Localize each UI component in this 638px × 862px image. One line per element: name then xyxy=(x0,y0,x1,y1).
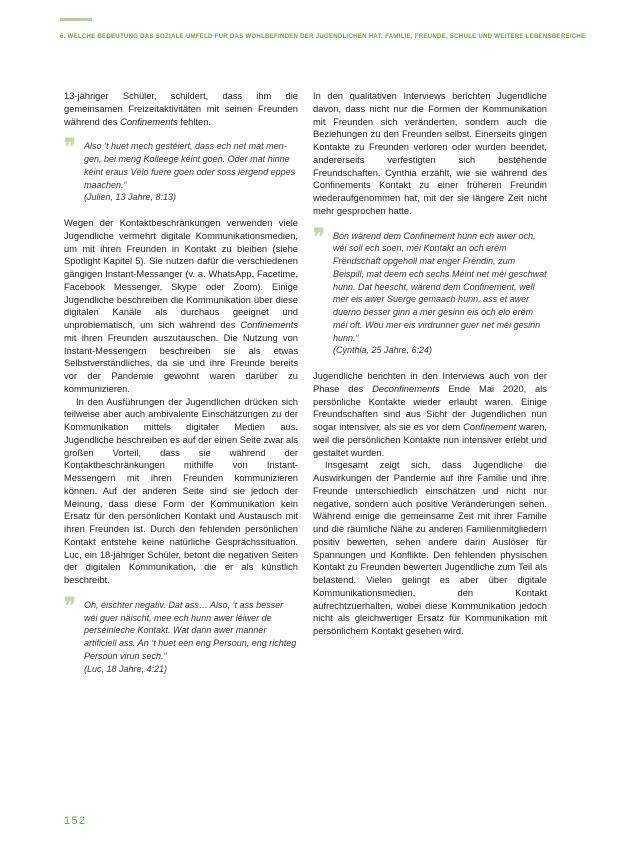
interview-quote xyxy=(64,134,298,204)
paragraph: Insgesamt zeigt sich, dass Jugendliche die Auswirkungen der Pandemie auf ihre Familie und ihre Freunde unterschiedlich einschätzen und nicht nur negative, sondern auch positive Veränderungen sehen. Während einige die gemeinsame Zeit mit ihrer Familie und die räumliche Nähe zu anderen Familienmitgliedern positiv bewerten, sehen andere darin Auslöser für Spannungen und Konflikte. Den fehlenden physischen Kontakt zu Freunden bewerten Jugendliche zum Teil als belastend. Vielen gelingt es aber über digitale Kommunikationsmedien, den Kontakt aufrechtzuerhalten, wobei diese Kommunikation jedoch nicht als gleichwertiger Ersatz für Kommunikation mit persönlichem Kontakt gesehen wird. xyxy=(313,460,547,636)
paragraph: Jugendliche berichten in den Interviews auch von der Phase des Deconfinements Ende Mai 2020, als persönliche Kontakte wieder erlaubt waren. Einige Freundschaften sind aus Sicht der Jugendlichen nun sogar intensiver, als sie es vor dem Confinement waren, weil die persönlichen Kontakte nun intensiver erlebt und gestaltet wurden. xyxy=(313,371,547,458)
quote-mark-icon: ❞ xyxy=(313,223,325,250)
interview-quote xyxy=(64,592,298,676)
paragraph: In den Ausführungen der Jugendlichen drücken sich teilweise aber auch ambivalente Einschätzungen zu der Kommunikation mittels digitaler Medien aus. Jugendliche beschreiben es auf der einen Seite zwar als großen Vorteil, dass sie während der Kontaktbeschränkungen mithilfe von Instant-Messengern mit ihren Freunden kommunizieren können. Auf der anderen Seite sind sie jedoch der Meinung, dass diese Form der Kommunikation kein Ersatz für den persönlichen Kontakt und Austausch mit ihren Freunden ist. Durch den fehlenden persönlichen Kontakt entstehe keine natürliche Gesprächssituation. Luc, ein 18-jähriger Schüler, betont die negativen Seiten der digitalen Kommunikation, die er als künstlich beschreibt. xyxy=(64,396,298,585)
paragraph: Wegen der Kontaktbeschränkungen verwenden viele Jugendliche vermehrt digitale Kommunikationsmedien, um mit ihren Freunden in Kontakt zu bleiben (siehe Spotlight Kapitel 5). Sie nutzen dafür die verschiedenen gängigen Instant-Messanger (v. a. WhatsApp, Facetime, Facebook Messenger, Skype oder Zoom). Einige Jugendliche beschreiben die Kommunikation über diese digitalen Kanäle als durchaus geeignet und unproblematisch, um sich während des Confinements mit ihren Freunden auszutauschen. Die Nutzung von Instant-Messengern beschreiben sie als etwas Selbstverständliches, da sie und ihre Freunde bereits vor der Pandemie gewohnt waren darüber zu kommunizieren. xyxy=(64,218,298,394)
right-column xyxy=(313,90,547,638)
page-number: 152 xyxy=(64,815,87,827)
interview-quote xyxy=(313,223,547,358)
left-column xyxy=(64,90,298,688)
quote-mark-icon: ❞ xyxy=(64,592,76,619)
paragraph: In den qualitativen Interviews berichten Jugendliche davon, dass nicht nur die Formen der Kommunikation mit Freunden sich veränderten, sondern auch die Beziehungen zu den Freunden selbst. Einerseits gingen Kontakte zu Freunden verloren oder wurden beendet, andererseits verfestigten sich bestehende Freundschaften. Cynthia erzählt, wie sie während des Confinements Kontakt zu einer früheren Freundin wiederaufgenommen hat, mit der sie längere Zeit nicht mehr gesprochen hatte. xyxy=(313,91,547,216)
quote-source: (Julien, 13 Jahre, 8:13) xyxy=(84,192,177,203)
quote-text: Also ‘t huet mech gestéiert, dass ech net mat men-gen, bei meng Kolleege kéint goen. Oder mat hinne kéint eraus Vëlo fuere goen oder soss iergend eppes maachen.“ xyxy=(84,141,296,190)
quote-mark-icon: ❞ xyxy=(64,134,76,161)
header-accent-bar xyxy=(60,18,92,21)
paragraph: 13-jähriger Schüler, schildert, dass ihm die gemeinsamen Freizeitaktivitäten mit seinen Freunden während des Confinements fehlten. xyxy=(64,91,298,127)
quote-text: Bon wärend dem Confinement hunn ech awer och, wéi soll ech soen, méi Kontakt an och erëm Frëndschaft opgeholl mat enger Frëndin, zum Beispill, mat deem ech sechs Méint net méi geschwat hunn. Dat heescht, wärend dem Confinement, well mer eis awer Suerge gemaach hunn, ass et awer duerno besser ginn a mer gesinn eis och elo erëm méi oft. Wou mer eis virdrunner guer net méi gesinn hunn.“ xyxy=(333,230,547,343)
quote-source: (Cynthia, 25 Jahre, 6:24) xyxy=(333,345,433,356)
quote-source: (Luc, 18 Jahre, 4:21) xyxy=(84,663,168,674)
quote-text: Oh, éischter negativ. Dat ass… Also, ‘t ass besser wéi guer näischt, mee ech hunn awer léiwer de perséinleche Kontakt. Wat dann awer manner artificiell ass. An ‘t huet een eng Persoun, eng richteg Persoun virun sech.“ xyxy=(84,599,297,661)
running-head: 6. WELCHE BEDEUTUNG DAS SOZIALE UMFELD FÜR DAS WOHLBEFINDEN DER JUGENDLICHEN HAT: FAMILIE, FREUNDE, SCHULE UND WEITERE LEBENSBEREICHE xyxy=(60,33,586,40)
